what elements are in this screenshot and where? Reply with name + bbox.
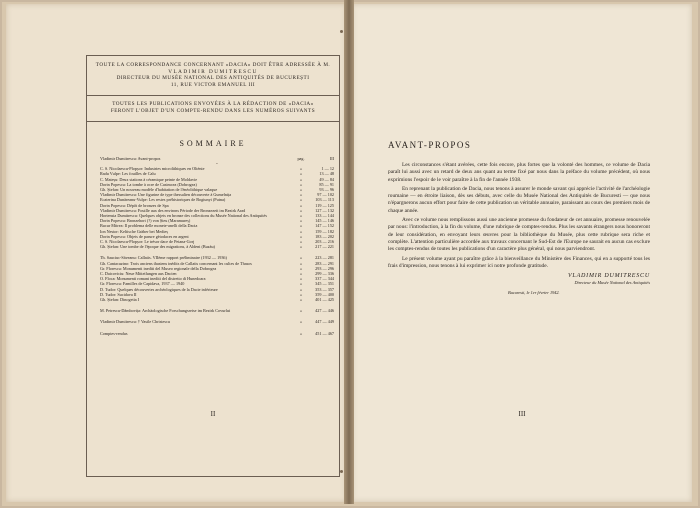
toc-entry-marker: » (299, 166, 303, 172)
toc-entry-marker: » (299, 207, 303, 213)
toc-entry-title: C. Daicoviciu: Neue Mitteilungen aus Dacien (100, 271, 177, 277)
notice-line: DIRECTEUR DU MUSÉE NATIONAL DES ANTIQUITÉS DE BUCUREȘTI (116, 75, 310, 82)
toc-entry-pages: 93 — 96 (319, 187, 334, 193)
toc-entry-pages: 97 — 102 (317, 192, 334, 198)
toc-entry-pages: 353 — 357 (315, 286, 334, 292)
toc-entry-marker: » (299, 291, 303, 297)
toc-entry-marker: » (299, 297, 303, 303)
correspondence-notice (90, 62, 336, 88)
toc-entry-pages: 119 — 125 (315, 202, 334, 208)
toc-entry-marker: » (299, 330, 303, 336)
toc-entry-marker: » (299, 187, 303, 193)
header-rule (86, 95, 340, 96)
toc-entry-marker: » (299, 260, 303, 266)
notice-line: TOUTE LA CORRESPONDANCE CONCERNANT «DACIA» DOIT ÊTRE ADRESSÉE À M. (95, 62, 331, 68)
toc-entry-pages: 85 — 91 (319, 181, 334, 187)
toc-entry-marker: » (299, 213, 303, 219)
toc-entry-title: C. S. Nicolaescu-Plopșor: Industries microlithiques en Olténie (100, 166, 205, 172)
toc-entry-pages: III (329, 156, 334, 161)
toc-entry-title: Gh. Cantacuzino: Trois anciens thasiens inédits de Callatis concernant les cultes de Thasos (100, 260, 252, 266)
toc-entry-pages: 1 — 12 (321, 166, 334, 172)
toc-entry-title: Gh. Ștefan: Une tombe de l'époque des migrations, à Aldeni (Buzău) (100, 244, 215, 250)
avant-propos-paragraph: En reprenant la publication de Dacia, nous tenons à assurer le monde savant qui apprécie l'activité de l'archéologie roumaine — en étroite liaison, dès ses débuts, avec celle du Musée National des Antiquités de Bucuresti — que nous n'épargnerons aucun effort pour faire de cette publication un véritable annuaire, paraissant au cours des premiers mois de chaque année. (388, 185, 650, 214)
toc-entry-title: Dorin Popescu: Objets de parure gètodaces en argent (100, 233, 189, 239)
toc-entry-title: Vladimir Dumitrescu: Fouille aux des environs Période der Bronzezeit im Bezirk Arad (100, 207, 246, 213)
table-of-contents (100, 156, 334, 336)
avant-propos-paragraph: Les circonstances s'étant avérées, cette fois encore, plus fortes que la volonté des hommes, ce volume de Dacia paraît lui aussi avec un retard de deux ans quant au terme fixé par nous dans la préface du volume précédent, où nous exprimions l'espoir de le voir paraître à la fin de l'année 1938. (388, 162, 650, 183)
book-gutter (344, 0, 354, 504)
toc-entry-title: Gr. Florescu: Familles de Capidava, 1937 — 1940 (100, 281, 185, 287)
toc-entry-pages: 401 — 425 (315, 297, 334, 303)
notice-line: VLADIMIR DUMITRESCU (168, 68, 258, 75)
toc-entry-pages: 127 — 132 (315, 207, 334, 213)
notice-line: 11, RUE VICTOR EMANUEL III (170, 81, 256, 88)
toc-separator: • (216, 161, 218, 167)
toc-entry-title: Dorin Popescu: Bronzehort (?) von Șieu (Maramureș) (100, 218, 191, 224)
toc-entry-marker: » (299, 171, 303, 177)
date-line: Bucuresti, le 1er février 1942. (508, 290, 560, 296)
toc-entry (100, 244, 334, 249)
toc-entry-pages: 203 — 216 (315, 239, 334, 245)
toc-entry-marker: » (299, 244, 303, 250)
toc-entry-title: Gh. Ștefan: Dinogetia I (100, 297, 140, 303)
toc-entry-title: Radu Vulpe: Les fouilles de Calu (100, 171, 156, 177)
toc-entry-title: Comptes-rendus (100, 330, 128, 336)
toc-entry-title: Ion Nestor: Keltische Gräber bei Medieș (100, 228, 169, 234)
toc-entry-marker: » (299, 276, 303, 282)
toc-entry-marker: » (299, 255, 303, 261)
avant-propos (388, 140, 650, 295)
toc-entry-marker: pag. (297, 156, 305, 161)
toc-entry-marker: » (299, 319, 303, 325)
sommaire-title: SOMMAIRE (179, 139, 247, 148)
toc-entry-marker: » (299, 233, 303, 239)
toc-entry-pages: 345 — 351 (315, 281, 334, 287)
toc-entry-title: Vladimir Dumitrescu: Avant-propos (100, 156, 161, 161)
toc-entry-title: Vladimir Dumitrescu: Une figurine de type thessalien découverte à Gumelnița (100, 192, 232, 198)
header-rule (86, 121, 340, 122)
toc-entry-title: C. Mateșu: Deux stations à céramique peinte de Moldavie (100, 176, 198, 182)
avant-propos-title: AVANT-PROPOS (388, 140, 472, 150)
toc-entry-marker: » (299, 223, 303, 229)
toc-entry-pages: 145 — 146 (315, 218, 334, 224)
publications-notice (90, 101, 336, 114)
signature: VLADIMIR DUMITRESCU (567, 273, 650, 280)
toc-entry-pages: 451 — 467 (315, 330, 334, 336)
binding-hole (340, 470, 343, 473)
page-number-right: III (518, 410, 526, 418)
toc-entry-title: Gh. Ștefan: Un nouveau modèle d'habitation de l'énéolithique valaque (100, 187, 218, 193)
toc-entry-pages: 183 — 202 (315, 233, 334, 239)
toc-entry-marker: » (299, 286, 303, 292)
toc-entry-title: Th. Sauciuc-Săveanu: Callatis. VIIème rapport préliminaire (1932 — 1936) (100, 255, 227, 261)
toc-entry-pages: 293 — 296 (315, 265, 334, 271)
toc-entry-pages: 13 — 48 (319, 171, 334, 177)
toc-entry-marker: » (299, 202, 303, 208)
toc-entry-title: Dorin Popescu: Dépôt de bronzes de Spa (100, 202, 169, 208)
avant-propos-paragraph: Avec ce volume nous remplissons aussi une ancienne promesse du fondateur de cet annuaire, promesse renouvelée par nous: l'introduction, à la fin du volume, d'une rubrique de comptes-rendus. Plus les savants étrangers nous honoreront de leur considération, en envoyant leurs œuvres pour la bibliothèque du Musée, plus cette rubrique sera riche et complète. L'attention particulière accordée aux travaux concernant le Sud-Est de l'Europe ne saurait en aucun cas exclure les comptes-rendus de toutes les publications d'un caractère plus général, qui nous parviendront. (388, 217, 650, 253)
toc-entry-title: Bucur Mitrea: Il problema delle monete-anelli della Dacia (100, 223, 198, 229)
toc-entry-pages: 359 — 400 (315, 291, 334, 297)
toc-entry-marker: » (299, 228, 303, 234)
toc-entry-marker: » (299, 197, 303, 203)
notice-line: TOUTES LES PUBLICATIONS ENVOYÉES À LA RÉDACTION DE «DACIA» (112, 101, 314, 107)
toc-entry-pages: 147 — 152 (315, 223, 334, 229)
toc-entry-marker: » (299, 281, 303, 287)
toc-entry (100, 331, 334, 336)
signature-role: Directeur du Musée National des Antiquités (574, 280, 650, 286)
toc-entry-pages: 159 — 182 (315, 228, 334, 234)
toc-entry (100, 319, 334, 324)
toc-entry-pages: 133 — 144 (315, 213, 334, 219)
toc-entry-pages: 283 — 291 (315, 260, 334, 266)
toc-entry-pages: 103 — 113 (315, 197, 334, 203)
toc-entry-pages: 223 — 281 (315, 255, 334, 261)
toc-entry-marker: » (299, 176, 303, 182)
toc-entry-marker: » (299, 271, 303, 277)
binding-hole (340, 30, 343, 33)
toc-entry-marker: » (299, 239, 303, 245)
page-number-left: II (210, 410, 216, 418)
toc-entry (100, 308, 334, 313)
toc-entry-title: C. S. Nicolaescu-Plopșor: Le trésor dace de Peiana-Gorj (100, 239, 195, 245)
toc-entry-pages: 217 — 221 (315, 244, 334, 250)
notice-line: FERONT L'OBJET D'UN COMPTE-RENDU DANS LES NUMÉROS SUIVANTS (110, 107, 316, 114)
toc-entry-pages: 49 — 84 (319, 176, 334, 182)
toc-entry-marker: » (299, 308, 303, 314)
toc-entry-marker: » (299, 181, 303, 187)
toc-entry-title: M. Petrescu-Dâmbovița: Archäologische Forschungsreise im Bezirk Covurlui (100, 308, 231, 314)
toc-entry-marker: » (299, 192, 303, 198)
toc-entry-title: Vladimir Dumitrescu: † Vasile Christescu (100, 319, 170, 325)
toc-entry-pages: 299 — 336 (315, 271, 334, 277)
toc-entry (100, 297, 334, 302)
avant-propos-paragraph: Le présent volume ayant pu paraître grâce à la bienveillance du Ministère des Finances, qui en a supporté tous les frais d'impression, nous tenons à lui exprimer ici notre profonde gratitude. (388, 255, 650, 269)
toc-entry-marker: » (299, 218, 303, 224)
toc-entry-title: D. Tudor: Sucidava II (100, 291, 137, 297)
toc-entry-title: D. Tudor: Quelques découvertes archéologiques de la Dacie inférieure (100, 286, 218, 292)
toc-entry-title: O. Floca: Monumenti romani inediti del distretto di Hunedoara (100, 276, 206, 282)
toc-entry-marker: » (299, 265, 303, 271)
toc-entry-title: Gr. Florescu: Monumenti inediti del Museo regionale della Dobrogea (100, 265, 217, 271)
toc-entry-title: Dorin Popescu: La tombe à ocre de Casimcea (Dobrogea) (100, 181, 197, 187)
toc-entry-pages: 337 — 344 (315, 276, 334, 282)
toc-entry-pages: 427 — 446 (315, 308, 334, 314)
toc-entry-pages: 447 — 449 (315, 319, 334, 325)
toc-entry-title: Hortensia Dumitrescu: Quelques objets en bronze des collections du Musée National des Antiquités (100, 213, 267, 219)
toc-entry-title: Ecaterina Dunăreanu-Vulpe: Les restes préhistoriques de Bogiunyi (Putna) (100, 197, 226, 203)
